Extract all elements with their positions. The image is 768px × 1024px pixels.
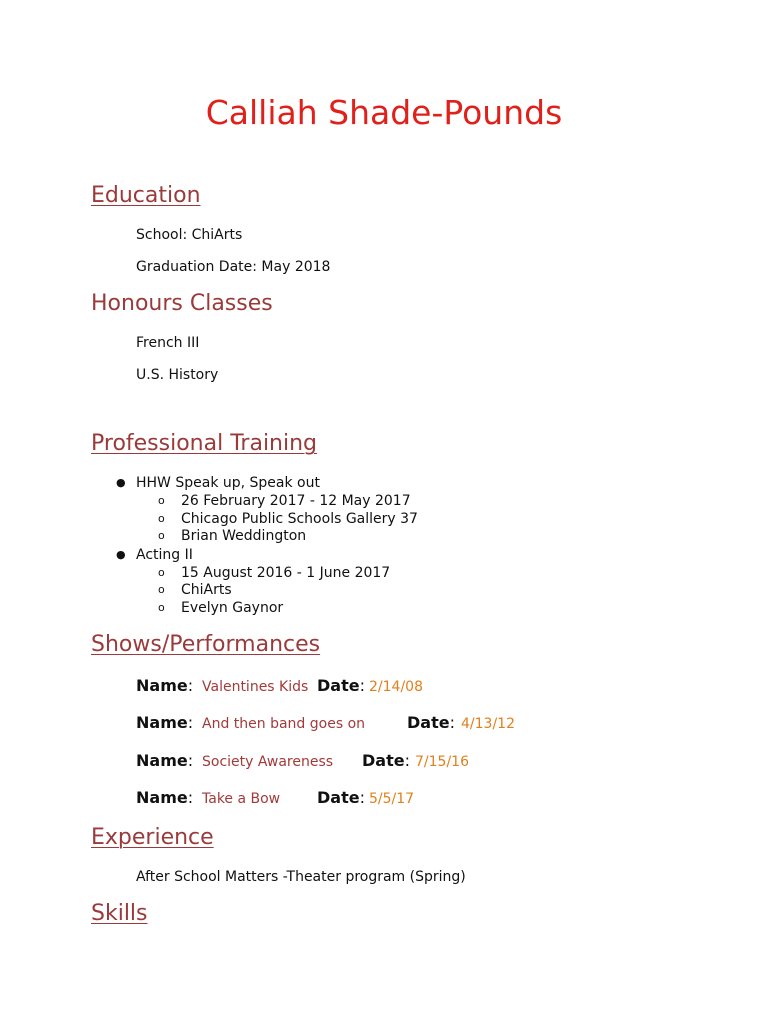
resume-name-title: Calliah Shade-Pounds	[205, 93, 563, 132]
education-graduation: Graduation Date: May 2018	[136, 259, 331, 275]
training-program-detail: Chicago Public Schools Gallery 37	[181, 511, 418, 527]
sub-bullet-icon: o	[158, 583, 165, 596]
show-name-label	[136, 750, 193, 772]
show-name-label	[136, 712, 193, 734]
show-date: 4/13/12	[461, 716, 515, 732]
show-date-label-text: Date	[407, 713, 450, 732]
show-name: Valentines Kids	[202, 679, 309, 695]
show-date-label-text: Date	[317, 788, 360, 807]
show-name-label	[136, 787, 193, 809]
show-date: 2/14/08	[369, 679, 423, 695]
training-heading: Professional Training	[91, 431, 318, 456]
colon: :	[359, 676, 365, 695]
show-date-label-text: Date	[362, 751, 405, 770]
colon: :	[187, 713, 194, 732]
show-date-label-text: Date	[317, 676, 360, 695]
shows-heading: Shows/Performances	[91, 632, 321, 657]
show-name-label-text: Name	[136, 713, 188, 732]
training-program-title: Acting II	[136, 547, 193, 563]
training-program-title: HHW Speak up, Speak out	[136, 475, 320, 491]
training-program-detail: 15 August 2016 - 1 June 2017	[181, 565, 391, 581]
sub-bullet-icon: o	[158, 494, 165, 507]
training-program-detail: Evelyn Gaynor	[181, 600, 284, 616]
training-program-detail: Brian Weddington	[181, 528, 307, 544]
show-name-label	[136, 675, 193, 697]
show-name-label-text: Name	[136, 788, 188, 807]
show-date-label	[317, 787, 365, 809]
bullet-icon: ●	[116, 548, 126, 561]
colon: :	[187, 788, 194, 807]
show-name-label-text: Name	[136, 751, 188, 770]
training-program-detail: ChiArts	[181, 582, 232, 598]
sub-bullet-icon: o	[158, 601, 165, 614]
training-program-detail: 26 February 2017 - 12 May 2017	[181, 493, 411, 509]
experience-heading: Experience	[91, 825, 214, 850]
colon: :	[359, 788, 365, 807]
colon: :	[187, 751, 194, 770]
show-date-label	[362, 750, 410, 772]
show-date-label	[317, 675, 365, 697]
education-school: School: ChiArts	[136, 227, 243, 243]
show-date-label	[407, 712, 455, 734]
show-name: Society Awareness	[202, 754, 334, 770]
sub-bullet-icon: o	[158, 529, 165, 542]
show-name: Take a Bow	[202, 791, 281, 807]
colon: :	[449, 713, 455, 732]
bullet-icon: ●	[116, 476, 126, 489]
skills-heading: Skills	[91, 901, 148, 926]
colon: :	[404, 751, 410, 770]
colon: :	[187, 676, 194, 695]
sub-bullet-icon: o	[158, 566, 165, 579]
sub-bullet-icon: o	[158, 512, 165, 525]
honours-item: U.S. History	[136, 367, 219, 383]
experience-item: After School Matters -Theater program (Spring)	[136, 869, 466, 885]
show-name-label-text: Name	[136, 676, 188, 695]
honours-heading: Honours Classes	[91, 291, 273, 316]
show-date: 7/15/16	[415, 754, 469, 770]
show-date: 5/5/17	[369, 791, 415, 807]
education-heading: Education	[91, 183, 201, 208]
honours-item: French III	[136, 335, 200, 351]
show-name: And then band goes on	[202, 716, 366, 732]
